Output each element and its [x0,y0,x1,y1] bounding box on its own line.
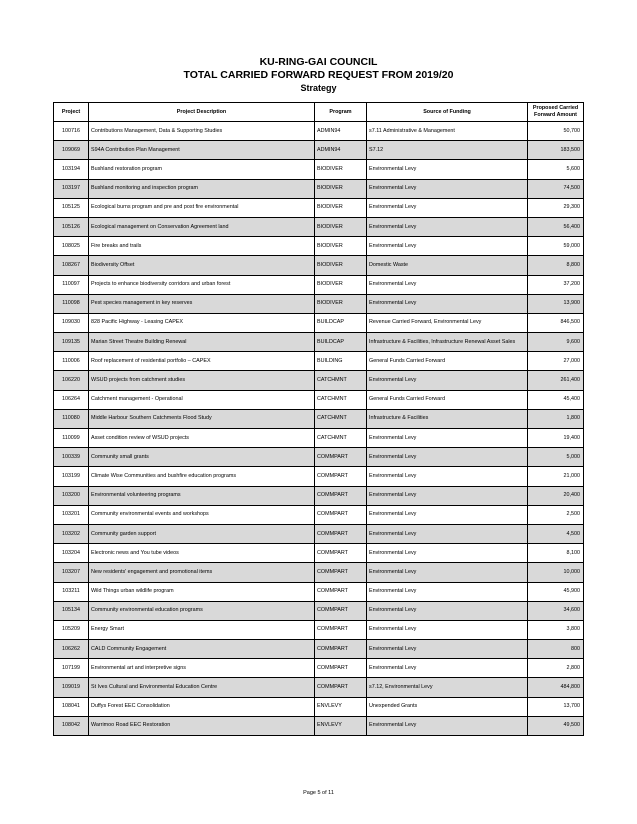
amount-cell: 4,500 [528,524,584,543]
table-row [54,486,584,505]
table-row [54,160,584,179]
source-cell: Environmental Levy [367,217,528,236]
table-row [54,333,584,352]
source-cell: s7.12, Environmental Levy [367,678,528,697]
amount-cell: 29,300 [528,198,584,217]
page-number: Page 5 of 11 [303,790,334,796]
program-cell: COMMPART [315,678,367,697]
program-cell: ADMIN94 [315,122,367,141]
description-cell: Roof replacement of residential portfolio – CAPEX [89,352,315,371]
source-cell: Environmental Levy [367,582,528,601]
table-row [54,352,584,371]
description-cell: CALD Community Engagement [89,640,315,659]
amount-cell: 10,000 [528,563,584,582]
project-cell: 106264 [54,390,89,409]
description-cell: New residents' engagement and promotional items [89,563,315,582]
amount-cell: 74,500 [528,179,584,198]
source-cell: Environmental Levy [367,429,528,448]
project-cell: 103201 [54,505,89,524]
table-row [54,237,584,256]
table-row [54,294,584,313]
project-cell: 103204 [54,544,89,563]
source-cell: Environmental Levy [367,544,528,563]
program-cell: BIODIVER [315,217,367,236]
amount-cell: 846,500 [528,313,584,332]
project-cell: 110097 [54,275,89,294]
amount-cell: 13,700 [528,697,584,716]
source-cell: General Funds Carried Forward [367,352,528,371]
project-cell: 110080 [54,409,89,428]
table-row [54,640,584,659]
project-cell: 100339 [54,448,89,467]
source-cell: Environmental Levy [367,505,528,524]
project-cell: 110006 [54,352,89,371]
amount-cell: 484,800 [528,678,584,697]
source-cell: Environmental Levy [367,716,528,735]
table-header-row [54,103,584,122]
project-cell: 105209 [54,620,89,639]
description-cell: Energy Smart [89,620,315,639]
amount-cell: 59,000 [528,237,584,256]
project-cell: 103207 [54,563,89,582]
table-row [54,467,584,486]
source-cell: Revenue Carried Forward, Environmental Levy [367,313,528,332]
report-header [0,56,637,95]
program-cell: COMMPART [315,524,367,543]
source-cell: Environmental Levy [367,601,528,620]
amount-cell: 800 [528,640,584,659]
project-cell: 105134 [54,601,89,620]
amount-cell: 45,400 [528,390,584,409]
project-cell: 108041 [54,697,89,716]
project-cell: 103200 [54,486,89,505]
source-cell: General Funds Carried Forward [367,390,528,409]
amount-cell: 1,800 [528,409,584,428]
amount-cell: 50,700 [528,122,584,141]
table-row [54,429,584,448]
description-cell: Community environmental education programs [89,601,315,620]
source-cell: Environmental Levy [367,563,528,582]
project-cell: 108042 [54,716,89,735]
description-cell: Community small grants [89,448,315,467]
program-cell: COMMPART [315,582,367,601]
project-cell: 109069 [54,141,89,160]
program-cell: COMMPART [315,601,367,620]
description-cell: WSUD projects from catchment studies [89,371,315,390]
amount-cell: 5,600 [528,160,584,179]
table-row [54,601,584,620]
program-cell: ENVLEVY [315,697,367,716]
table-row [54,524,584,543]
council-title: KU-RING-GAI COUNCIL [259,56,378,68]
project-cell: 105126 [54,217,89,236]
amount-cell: 261,400 [528,371,584,390]
source-cell: Environmental Levy [367,198,528,217]
description-cell: 828 Pacific Highway - Leasing CAPEX [89,313,315,332]
description-cell: Duffys Forest EEC Consolidation [89,697,315,716]
project-cell: 103199 [54,467,89,486]
source-cell: Environmental Levy [367,160,528,179]
amount-cell: 37,200 [528,275,584,294]
description-cell: Community garden support [89,524,315,543]
table-row [54,122,584,141]
description-cell: Asset condition review of WSUD projects [89,429,315,448]
description-cell: Bushland monitoring and inspection program [89,179,315,198]
amount-cell: 8,800 [528,256,584,275]
program-cell: COMMPART [315,620,367,639]
amount-cell: 8,100 [528,544,584,563]
table-row [54,620,584,639]
program-cell: COMMPART [315,659,367,678]
source-cell: S7.12 [367,141,528,160]
program-cell: CATCHMNT [315,429,367,448]
program-cell: ENVLEVY [315,716,367,735]
table-row [54,544,584,563]
source-cell: Infrastructure & Facilities, Infrastructure Renewal Asset Sales [367,333,528,352]
source-cell: Environmental Levy [367,237,528,256]
program-cell: BIODIVER [315,237,367,256]
description-cell: Projects to enhance biodiversity corridors and urban forest [89,275,315,294]
column-header-project: Project [54,103,89,122]
program-cell: BIODIVER [315,160,367,179]
amount-cell: 45,900 [528,582,584,601]
program-cell: CATCHMNT [315,390,367,409]
table-row [54,678,584,697]
description-cell: Ecological management on Conservation Agreement land [89,217,315,236]
source-cell: Environmental Levy [367,659,528,678]
table-row [54,275,584,294]
source-cell: Environmental Levy [367,294,528,313]
project-cell: 107199 [54,659,89,678]
project-cell: 105125 [54,198,89,217]
program-cell: COMMPART [315,563,367,582]
table-row [54,256,584,275]
amount-cell: 2,500 [528,505,584,524]
table-row [54,141,584,160]
column-header-description: Project Description [89,103,315,122]
amount-cell: 5,000 [528,448,584,467]
description-cell: Bushland restoration program [89,160,315,179]
table-row [54,505,584,524]
table-row [54,409,584,428]
project-cell: 103211 [54,582,89,601]
table-row [54,179,584,198]
program-cell: COMMPART [315,448,367,467]
program-cell: BIODIVER [315,198,367,217]
description-cell: Community environmental events and workshops [89,505,315,524]
source-cell: Environmental Levy [367,524,528,543]
description-cell: Fire breaks and trails [89,237,315,256]
amount-cell: 183,500 [528,141,584,160]
amount-cell: 3,800 [528,620,584,639]
project-cell: 110099 [54,429,89,448]
amount-cell: 2,800 [528,659,584,678]
source-cell: Unexpended Grants [367,697,528,716]
description-cell: Warrimoo Road EEC Restoration [89,716,315,735]
table-row [54,371,584,390]
description-cell: Climate Wise Communities and bushfire education programs [89,467,315,486]
description-cell: Biodiversity Offset [89,256,315,275]
amount-cell: 13,900 [528,294,584,313]
project-cell: 100716 [54,122,89,141]
program-cell: BUILDCAP [315,313,367,332]
description-cell: Middle Harbour Southern Catchments Flood Study [89,409,315,428]
project-cell: 109019 [54,678,89,697]
description-cell: Ecological burns program and pre and post fire environmental [89,198,315,217]
program-cell: BIODIVER [315,294,367,313]
project-cell: 110098 [54,294,89,313]
source-cell: Environmental Levy [367,179,528,198]
amount-cell: 34,600 [528,601,584,620]
report-title: TOTAL CARRIED FORWARD REQUEST FROM 2019/20 [183,69,454,81]
description-cell: Contributions Management, Data & Supporting Studies [89,122,315,141]
source-cell: Environmental Levy [367,448,528,467]
description-cell: Marian Street Theatre Building Renewal [89,333,315,352]
source-cell: Environmental Levy [367,371,528,390]
program-cell: BUILDING [315,352,367,371]
source-cell: Environmental Levy [367,486,528,505]
project-cell: 103197 [54,179,89,198]
amount-cell: 19,400 [528,429,584,448]
description-cell: Environmental art and interpretive signs [89,659,315,678]
program-cell: COMMPART [315,544,367,563]
description-cell: Wild Things urban wildlife program [89,582,315,601]
source-cell: Infrastructure & Facilities [367,409,528,428]
table-row [54,313,584,332]
project-cell: 109030 [54,313,89,332]
table-row [54,198,584,217]
table-row [54,390,584,409]
description-cell: Electronic news and You tube videos [89,544,315,563]
program-cell: COMMPART [315,486,367,505]
table-row [54,697,584,716]
source-cell: Environmental Levy [367,620,528,639]
column-header-amount: Proposed Carried Forward Amount [528,103,584,122]
source-cell: Environmental Levy [367,275,528,294]
program-cell: ADMIN94 [315,141,367,160]
amount-cell: 27,000 [528,352,584,371]
program-cell: BIODIVER [315,179,367,198]
description-cell: Catchment management - Operational [89,390,315,409]
project-cell: 108267 [54,256,89,275]
program-cell: BIODIVER [315,256,367,275]
section-title: Strategy [300,83,337,93]
column-header-program: Program [315,103,367,122]
table-row [54,217,584,236]
table-row [54,659,584,678]
project-cell: 103194 [54,160,89,179]
source-cell: s7.11 Administrative & Management [367,122,528,141]
program-cell: COMMPART [315,640,367,659]
project-cell: 108025 [54,237,89,256]
source-cell: Environmental Levy [367,467,528,486]
table-row [54,448,584,467]
description-cell: Environmental volunteering programs [89,486,315,505]
program-cell: COMMPART [315,505,367,524]
project-cell: 103202 [54,524,89,543]
carried-forward-table [53,102,584,736]
table-row [54,582,584,601]
program-cell: CATCHMNT [315,371,367,390]
source-cell: Domestic Waste [367,256,528,275]
program-cell: BIODIVER [315,275,367,294]
program-cell: COMMPART [315,467,367,486]
program-cell: CATCHMNT [315,409,367,428]
project-cell: 106220 [54,371,89,390]
table-body [54,122,584,736]
description-cell: St Ives Cultural and Environmental Education Centre [89,678,315,697]
source-cell: Environmental Levy [367,640,528,659]
description-cell: Pest species management in key reserves [89,294,315,313]
project-cell: 106262 [54,640,89,659]
amount-cell: 20,400 [528,486,584,505]
project-cell: 109135 [54,333,89,352]
description-cell: S94A Contribution Plan Management [89,141,315,160]
amount-cell: 49,500 [528,716,584,735]
program-cell: BUILDCAP [315,333,367,352]
amount-cell: 21,000 [528,467,584,486]
column-header-source: Source of Funding [367,103,528,122]
table-row [54,716,584,735]
table-row [54,563,584,582]
amount-cell: 9,600 [528,333,584,352]
amount-cell: 56,400 [528,217,584,236]
